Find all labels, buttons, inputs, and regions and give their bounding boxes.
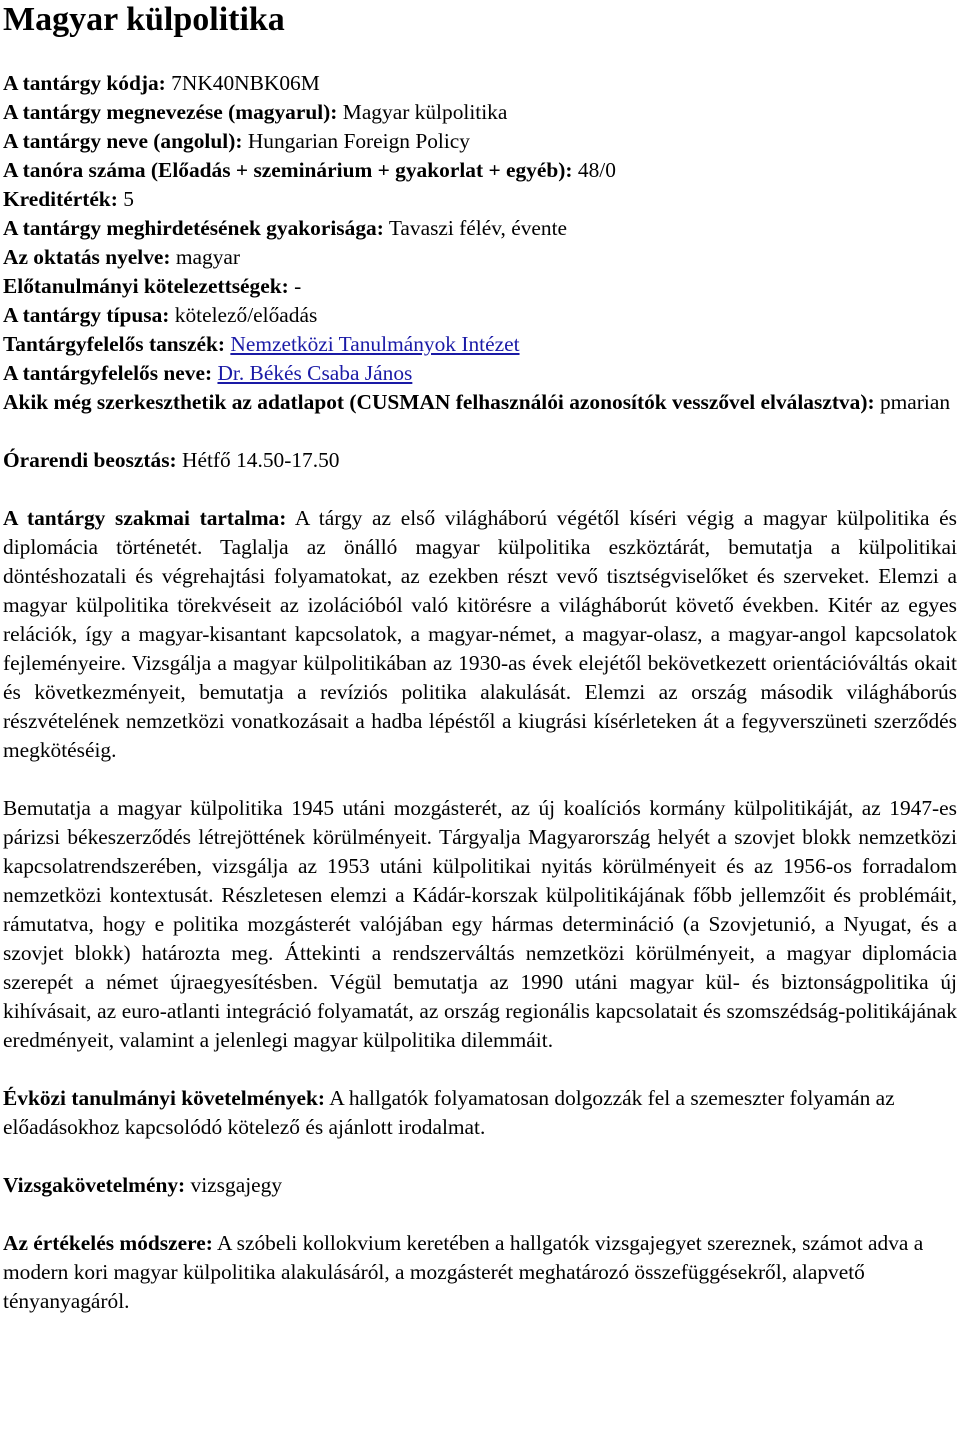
field-value: pmarian (879, 390, 951, 414)
exam-label: Vizsgakövetelmény: (3, 1173, 186, 1197)
responsible-link[interactable]: Dr. Békés Csaba János (217, 361, 413, 385)
schedule-paragraph (3, 446, 957, 475)
evaluation-label: Az értékelés módszere: (3, 1231, 213, 1255)
field-language (3, 243, 957, 272)
field-course-code (3, 69, 957, 98)
field-value: Hungarian Foreign Policy (247, 129, 471, 153)
field-value: - (294, 274, 302, 298)
exam-value: vizsgajegy (190, 1173, 283, 1197)
content-text-2: Bemutatja a magyar külpolitika 1945 utáni mozgásterét, az új koalíciós kormány külpolitikáját, az 1947-es párizsi békeszerződés létrejöttének körülményeit. Tárgyalja Magyarország helyét a szovjet blokk nemzetközi kapcsolatrendszerében, vizsgálja az 1953 utáni külpolitikai nyitás körülményeit és az 1956-os forradalom nemzetközi kontextusát. Részletesen elemzi a Kádár-korszak külpolitikájának főbb jellemzőit és problémáit, rámutatva, hogy e politika mozgásterét valójában egy hármas determináció (a Szovjetunió, a Nyugat, és a szovjet blokk) határozta meg. Áttekinti a rendszerváltás nemzetközi körülményeit, a magyar diplomácia szerepét a német újraegyesítésben. Végül bemutatja az 1990 utáni magyar kül- és biztonságpolitika új kihívásait, az euro-atlanti integráció folyamatát, az ország regionális kapcsolatait és szomszédság-politikájának eredményeit, valamint a jelenlegi magyar külpolitika dilemmáit. (3, 796, 957, 1052)
field-editors (3, 388, 957, 417)
content-text: A tárgy az első világháború végétől kíséri végig a magyar külpolitika és diplomácia történetét. Taglalja az önálló magyar külpolitika eszköztárát, bemutatja a külpolitikai döntéshozatali és végrehajtási folyamatokat, az ezekben részt vevő tisztségviselőket és szerveket. Elemzi a magyar külpolitika törekvéseit az izolációból való kitörésre a világháborút követő években. Kitér az egyes relációk, így a magyar-kisantant kapcsolatok, a magyar-német, a magyar-olasz, a magyar-angol kapcsolatok fejleményeire. Vizsgálja a magyar külpolitikában az 1930-as évek elejétől bekövetkezett orientációváltás okait és következményeit, bemutatja a revíziós politika alakulását. Elemzi az ország második világháborús részvételének nemzetközi vonatkozásait a hadba lépéstől a kiugrási kísérleteken át a fegyverszüneti szerződés megkötéséig. (3, 506, 957, 762)
schedule-label: Órarendi beosztás: (3, 448, 177, 472)
field-value: 48/0 (577, 158, 616, 182)
field-responsible (3, 359, 957, 388)
page-title: Magyar külpolitika (3, 1, 285, 38)
requirements-label: Évközi tanulmányi követelmények: (3, 1086, 326, 1110)
department-link[interactable]: Nemzetközi Tanulmányok Intézet (230, 332, 520, 356)
field-label: A tantárgyfelelős neve: (3, 361, 213, 385)
field-department (3, 330, 957, 359)
requirements-paragraph (3, 1084, 957, 1142)
field-value: 5 (123, 187, 134, 211)
evaluation-paragraph (3, 1229, 957, 1316)
field-frequency (3, 214, 957, 243)
content-label: A tantárgy szakmai tartalma: (3, 506, 287, 530)
field-type (3, 301, 957, 330)
field-value: kötelező/előadás (174, 303, 318, 327)
field-label: A tanóra száma (Előadás + szeminárium + gyakorlat + egyéb): (3, 158, 573, 182)
field-label: A tantárgy típusa: (3, 303, 170, 327)
schedule-value: Hétfő 14.50-17.50 (182, 448, 340, 472)
exam-paragraph (3, 1171, 957, 1200)
field-label: A tantárgy kódja: (3, 71, 166, 95)
field-value: Magyar külpolitika (342, 100, 508, 124)
field-label: Kreditérték: (3, 187, 118, 211)
field-label: A tantárgy megnevezése (magyarul): (3, 100, 338, 124)
evaluation-value: A szóbeli kollokvium keretében a hallgatók vizsgajegyet szereznek, számot adva a modern kori magyar külpolitika alakulásáról, a mozgásterét meghatározó összefüggésekről, alapvető tényanyagáról. (3, 1231, 924, 1313)
document-page (3, 0, 957, 1316)
field-value: 7NK40NBK06M (171, 71, 320, 95)
field-label: Tantárgyfelelős tanszék: (3, 332, 226, 356)
field-value: Tavaszi félév, évente (388, 216, 568, 240)
requirements-value: A hallgatók folyamatosan dolgozzák fel a szemeszter folyamán az előadásokhoz kapcsolódó kötelező és ajánlott irodalmat. (3, 1086, 895, 1139)
content-paragraph (3, 504, 957, 765)
field-label: Az oktatás nyelve: (3, 245, 171, 269)
field-value: magyar (175, 245, 241, 269)
field-credits (3, 185, 957, 214)
field-prerequisites (3, 272, 957, 301)
course-fields (3, 69, 957, 417)
field-label: A tantárgy meghirdetésének gyakorisága: (3, 216, 384, 240)
field-label: Akik még szerkeszthetik az adatlapot (CUSMAN felhasználói azonosítók vesszővel elválasztva): (3, 390, 875, 414)
field-hours (3, 156, 957, 185)
field-label: A tantárgy neve (angolul): (3, 129, 243, 153)
field-label: Előtanulmányi kötelezettségek: (3, 274, 289, 298)
field-name-hu (3, 98, 957, 127)
field-name-en (3, 127, 957, 156)
content-paragraph-2 (3, 794, 957, 1055)
